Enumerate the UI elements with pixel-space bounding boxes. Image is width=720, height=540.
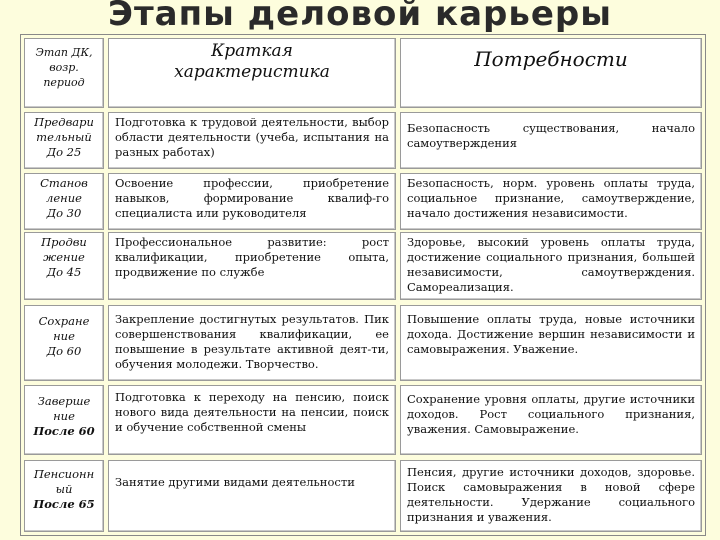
header-description-line: Краткая: [211, 41, 293, 61]
header-description-cell: [108, 38, 396, 108]
needs-cell: Сохранение уровня оплаты, другие источники доходов. Рост социального признания, уважения. Самовыражение.: [400, 385, 702, 455]
stage-name: Заверше: [37, 394, 91, 408]
stage-name: ый: [55, 482, 73, 496]
table-row: [21, 385, 705, 455]
header-description-line: характеристика: [174, 62, 330, 82]
header-stage-cell: [24, 38, 104, 108]
needs-cell: Безопасность существования, начало самоутверждения: [400, 112, 702, 169]
table-row: [21, 460, 705, 532]
header-needs-cell: Потребности: [400, 38, 702, 108]
stage-name: Пенсионн: [33, 467, 95, 481]
stage-cell: [24, 173, 104, 230]
stage-name: Продви: [41, 235, 87, 249]
header-stage-line: Этап ДК,: [35, 46, 93, 59]
description-cell: Освоение профессии, приобретение навыков, формирование квалиф-го специалиста или руководителя: [108, 173, 396, 230]
stage-cell: [24, 460, 104, 532]
needs-cell: Здоровье, высокий уровень оплаты труда, достижение социального признания, большей независимости, самоутверждения. Самореализация.: [400, 232, 702, 300]
header-stage-line: возр.: [49, 61, 79, 74]
stage-age: До 25: [46, 145, 82, 159]
stage-age: До 30: [46, 206, 82, 220]
stage-age: До 60: [46, 344, 82, 358]
description-cell: Подготовка к переходу на пенсию, поиск нового вида деятельности на пенсии, поиск и обучение собственной смены: [108, 385, 396, 455]
stage-name: Предвари: [34, 115, 94, 129]
stage-name: тельный: [36, 130, 92, 144]
stage-age: До 45: [46, 265, 82, 279]
stage-name: ление: [46, 191, 82, 205]
needs-cell: Пенсия, другие источники доходов, здоровье. Поиск самовыражения в новой сфере деятельности. Удержание социального признания и уважения.: [400, 460, 702, 532]
table-row: [21, 232, 705, 300]
page-title: Этапы деловой карьеры: [108, 0, 612, 34]
description-cell: Подготовка к трудовой деятельности, выбор области деятельности (учеба, испытания на разных работах): [108, 112, 396, 169]
stage-name: жение: [43, 250, 85, 264]
stage-age: После 65: [33, 497, 95, 511]
stage-name: ние: [53, 329, 75, 343]
stage-cell: [24, 112, 104, 169]
career-stages-table: [20, 34, 706, 536]
header-stage-line: период: [43, 76, 85, 89]
stage-cell: [24, 232, 104, 300]
stage-cell: [24, 305, 104, 381]
stage-name: Станов: [40, 176, 88, 190]
stage-age: После 60: [33, 424, 95, 438]
stage-name: Сохране: [38, 314, 90, 328]
description-cell: Занятие другими видами деятельности: [108, 460, 396, 532]
table-header-row: [21, 38, 705, 108]
description-cell: Профессиональное развитие: рост квалификации, приобретение опыта, продвижение по службе: [108, 232, 396, 300]
table-row: [21, 305, 705, 381]
needs-cell: Безопасность, норм. уровень оплаты труда, социальное признание, самоутверждение, начало достижения независимости.: [400, 173, 702, 230]
stage-cell: [24, 385, 104, 455]
table-row: [21, 112, 705, 169]
needs-cell: Повышение оплаты труда, новые источники дохода. Достижение вершин независимости и самовыражения. Уважение.: [400, 305, 702, 381]
stage-name: ние: [53, 409, 75, 423]
description-cell: Закрепление достигнутых результатов. Пик совершенствования квалификации, ее повышение в результате активной деят-ти, обучения молодежи. Творчество.: [108, 305, 396, 381]
table-row: [21, 173, 705, 230]
